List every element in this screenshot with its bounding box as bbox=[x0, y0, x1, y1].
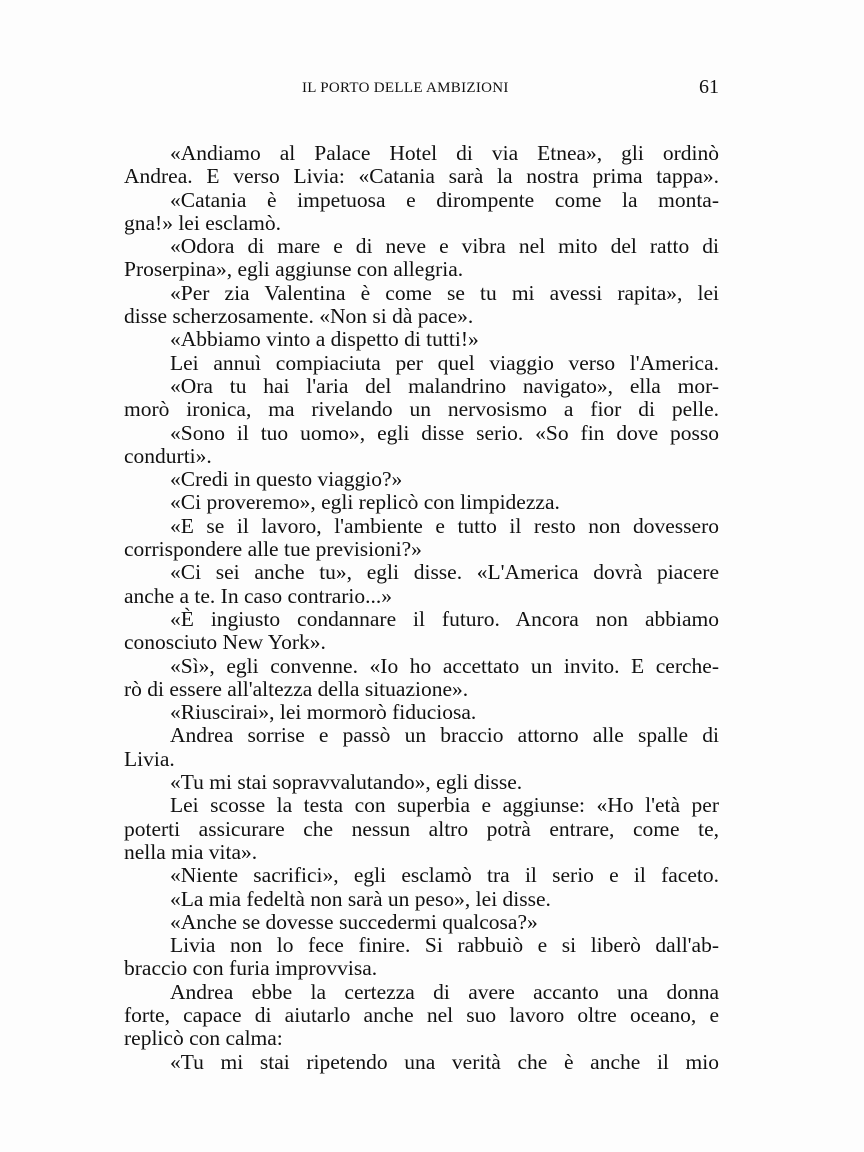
text-line: Andrea. E verso Livia: «Catania sarà la nostra prima tappa». bbox=[124, 164, 719, 189]
text-line: Proserpina», egli aggiunse con allegria. bbox=[124, 257, 464, 282]
text-line: «Abbiamo vinto a dispetto di tutti!» bbox=[170, 327, 479, 352]
body-text bbox=[124, 142, 719, 1074]
text-line: «Riuscirai», lei mormorò fiduciosa. bbox=[170, 700, 477, 725]
page-number: 61 bbox=[699, 76, 719, 98]
text-line: «Andiamo al Palace Hotel di via Etnea», gli ordinò bbox=[170, 141, 719, 165]
text-line: Livia non lo fece finire. Si rabbuiò e si liberò dall'ab- bbox=[170, 933, 719, 958]
text-line: «Niente sacrifici», egli esclamò tra il serio e il faceto. bbox=[170, 863, 719, 888]
text-line: Livia. bbox=[124, 746, 175, 771]
text-line: Andrea sorrise e passò un braccio attorno alle spalle di bbox=[170, 723, 719, 748]
text-line: corrispondere alle tue previsioni?» bbox=[124, 537, 422, 562]
text-line: braccio con furia improvvisa. bbox=[124, 956, 378, 981]
text-line: Andrea ebbe la certezza di avere accanto una donna bbox=[170, 979, 719, 1004]
text-line: «Sì», egli convenne. «Io ho accettato un invito. E cerche- bbox=[170, 653, 719, 678]
text-line: poterti assicurare che nessun altro potrà entrare, come te, bbox=[124, 816, 719, 841]
text-line: nella mia vita». bbox=[124, 839, 258, 864]
text-line: conosciuto New York». bbox=[124, 630, 326, 655]
text-line: disse scherzosamente. «Non si dà pace». bbox=[124, 304, 474, 329]
text-line: «Tu mi stai ripetendo una verità che è anche il mio bbox=[170, 1049, 719, 1074]
text-line: rò di essere all'altezza della situazione». bbox=[124, 676, 469, 701]
text-line: «Ci sei anche tu», egli disse. «L'America dovrà piacere bbox=[170, 560, 719, 585]
running-title: IL PORTO DELLE AMBIZIONI bbox=[302, 80, 509, 96]
text-line: forte, capace di aiutarlo anche nel suo lavoro oltre oceano, e bbox=[124, 1002, 719, 1027]
text-line: «È ingiusto condannare il futuro. Ancora non abbiamo bbox=[170, 606, 719, 631]
text-line: «Ci proveremo», egli replicò con limpidezza. bbox=[170, 490, 560, 515]
text-line: gna!» lei esclamò. bbox=[124, 210, 282, 235]
text-line: morò ironica, ma rivelando un nervosismo a fior di pelle. bbox=[124, 397, 719, 422]
text-line: replicò con calma: bbox=[124, 1026, 283, 1051]
text-line: «Credi in questo viaggio?» bbox=[170, 467, 403, 492]
text-line: «Per zia Valentina è come se tu mi avessi rapita», lei bbox=[170, 280, 719, 305]
text-line: anche a te. In caso contrario...» bbox=[124, 583, 393, 608]
text-line: «Anche se dovesse succedermi qualcosa?» bbox=[170, 909, 538, 934]
text-line: «La mia fedeltà non sarà un peso», lei disse. bbox=[170, 886, 551, 911]
text-line: «Catania è impetuosa e dirompente come la monta- bbox=[170, 187, 719, 212]
text-line: «Ora tu hai l'aria del malandrino navigato», ella mor- bbox=[170, 373, 719, 398]
text-line: condurti». bbox=[124, 443, 212, 468]
text-line: «Sono il tuo uomo», egli disse serio. «So fin dove posso bbox=[170, 420, 719, 445]
text-line: «E se il lavoro, l'ambiente e tutto il resto non dovessero bbox=[170, 513, 719, 538]
text-line: «Odora di mare e di neve e vibra nel mito del ratto di bbox=[170, 234, 719, 259]
text-line: Lei annuì compiaciuta per quel viaggio verso l'America. bbox=[170, 350, 719, 375]
text-line: «Tu mi stai sopravvalutando», egli disse. bbox=[170, 770, 523, 795]
text-line: Lei scosse la testa con superbia e aggiunse: «Ho l'età per bbox=[170, 793, 719, 818]
page-header bbox=[124, 76, 719, 102]
